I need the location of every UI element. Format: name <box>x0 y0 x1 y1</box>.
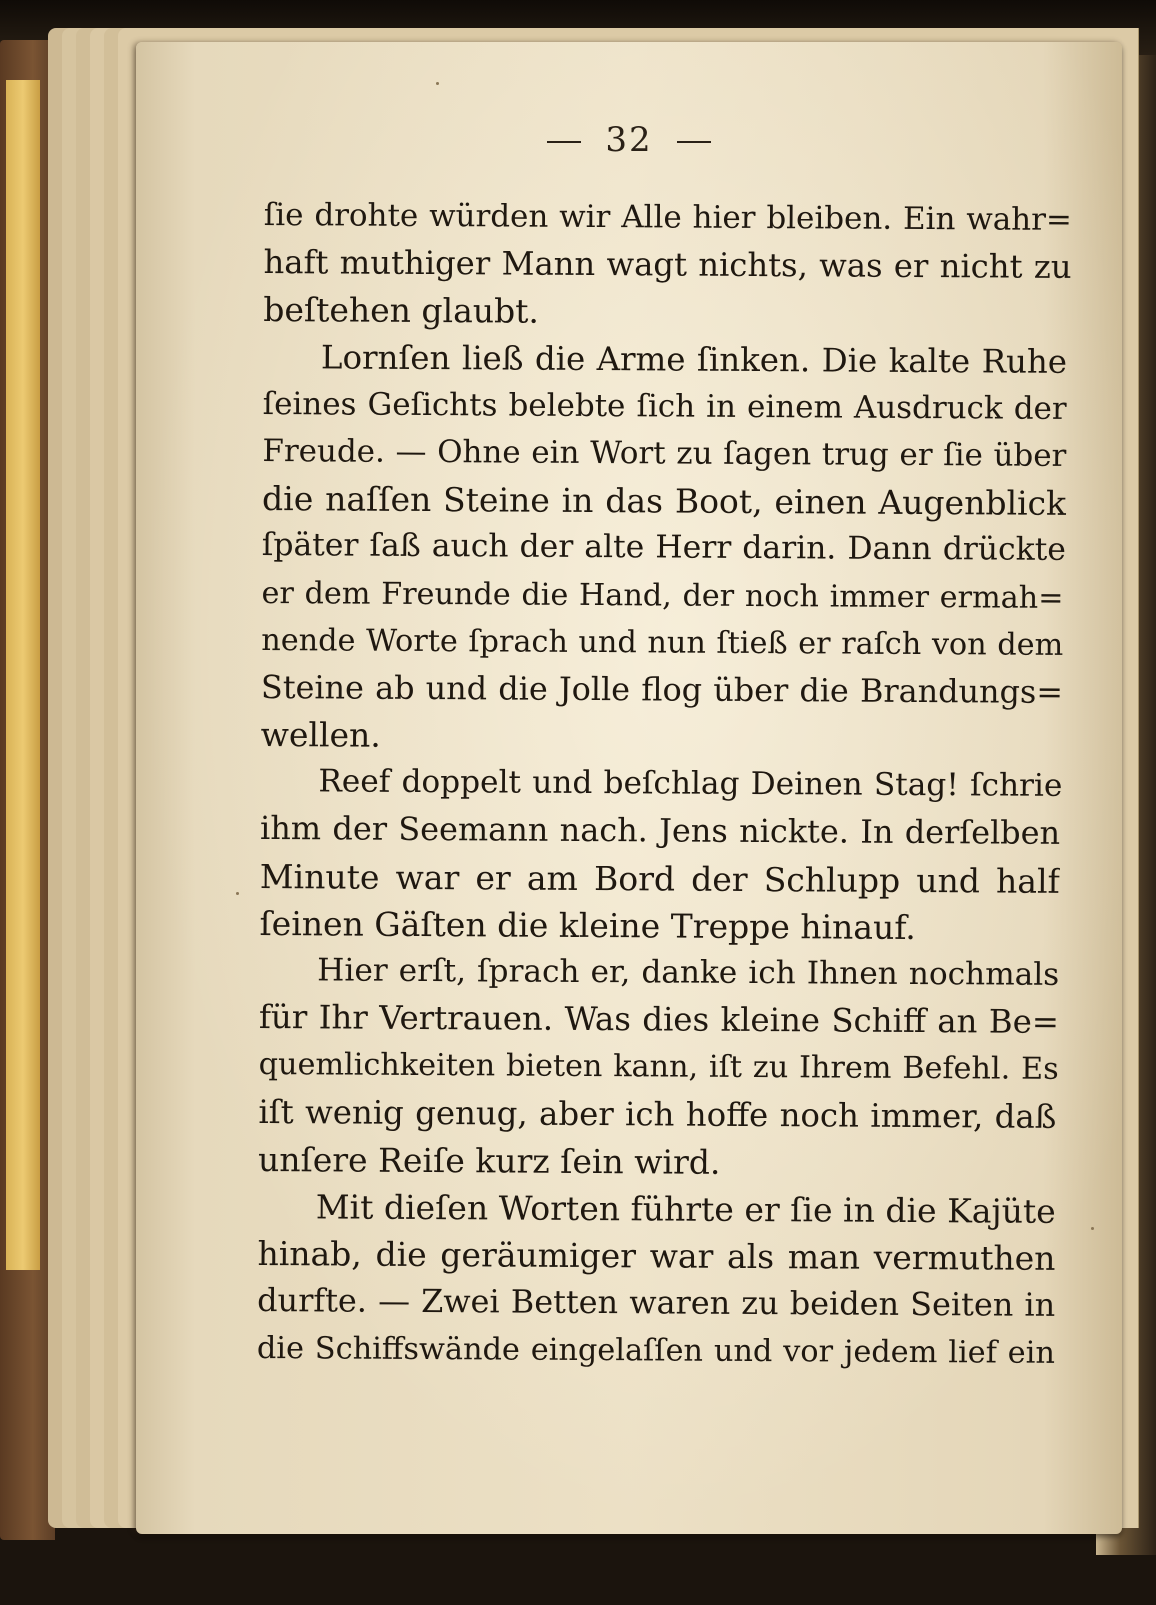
text-line: Steine ab und die Jolle flog über die Brandungs= <box>260 667 1064 711</box>
text-line: Reef doppelt und beſchlag Deinen Stag! ſchrie <box>318 763 1063 805</box>
paper-fleck <box>436 82 439 85</box>
text-line: quemlichkeiten bieten kann, iſt zu Ihrem Befehl. Es <box>258 1047 1059 1088</box>
text-line: Freude. — Ohne ein Wort zu ſagen trug er ſie über <box>262 432 1067 474</box>
text-line: hinab, die geräumiger war als man vermuthen <box>257 1234 1056 1278</box>
page-number-dash-left <box>547 141 581 143</box>
page-number-value: 32 <box>605 120 653 160</box>
text-line: iſt wenig genug, aber ich hoffe noch immer, daß <box>258 1092 1057 1136</box>
text-line: Hier erſt, ſprach er, danke ich Ihnen nochmals <box>317 952 1060 993</box>
cover-edge-yellow <box>6 80 40 1270</box>
book-page <box>136 42 1122 1534</box>
text-line: die Schiffswände eingelaſſen und vor jedem lief ein <box>256 1330 1056 1371</box>
text-line: ihm der Seemann nach. Jens nickte. In derſelben <box>259 809 1061 853</box>
text-line: wellen. <box>260 715 381 755</box>
text-line: Lornſen ließ die Arme ſinken. Die kalte Ruhe <box>320 337 1068 381</box>
text-line: ſeines Geſichts belebte ſich in einem Ausdruck der <box>262 385 1067 427</box>
text-line: für Ihr Vertrauen. Was dies kleine Schiff an Be= <box>258 998 1060 1042</box>
text-line: Minute war er am Bord der Schlupp und half <box>259 856 1060 901</box>
text-line: Mit dieſen Worten führte er ſie in die Kajüte <box>315 1187 1056 1231</box>
page-number-dash-right <box>677 141 711 143</box>
text-line: nende Worte ſprach und nun ſtieß er raſch von dem <box>261 622 1064 663</box>
paper-fleck <box>1091 1227 1094 1230</box>
text-line: beſtehen glaubt. <box>263 290 540 332</box>
body-text <box>257 192 1072 1377</box>
text-line: die naſſen Steine in das Boot, einen Augenblick <box>262 479 1067 524</box>
text-line: unſere Reiſe kurz ſein wird. <box>257 1139 721 1182</box>
text-line: ſie drohte würden wir Alle hier bleiben. Ein wahr= <box>263 196 1072 238</box>
paper-fleck <box>236 892 239 895</box>
text-line: er dem Freunde die Hand, der noch immer ermah= <box>261 575 1064 616</box>
text-line: haft muthiger Mann wagt nichts, was er nicht zu <box>263 243 1072 287</box>
text-line: durfte. — Zwei Betten waren zu beiden Seiten in <box>257 1281 1056 1325</box>
text-line: ſeinen Gäſten die kleine Treppe hinauf. <box>259 903 916 947</box>
text-line: ſpäter ſaß auch der alte Herr darin. Dann drückte <box>261 527 1066 569</box>
page-number <box>136 120 1122 160</box>
